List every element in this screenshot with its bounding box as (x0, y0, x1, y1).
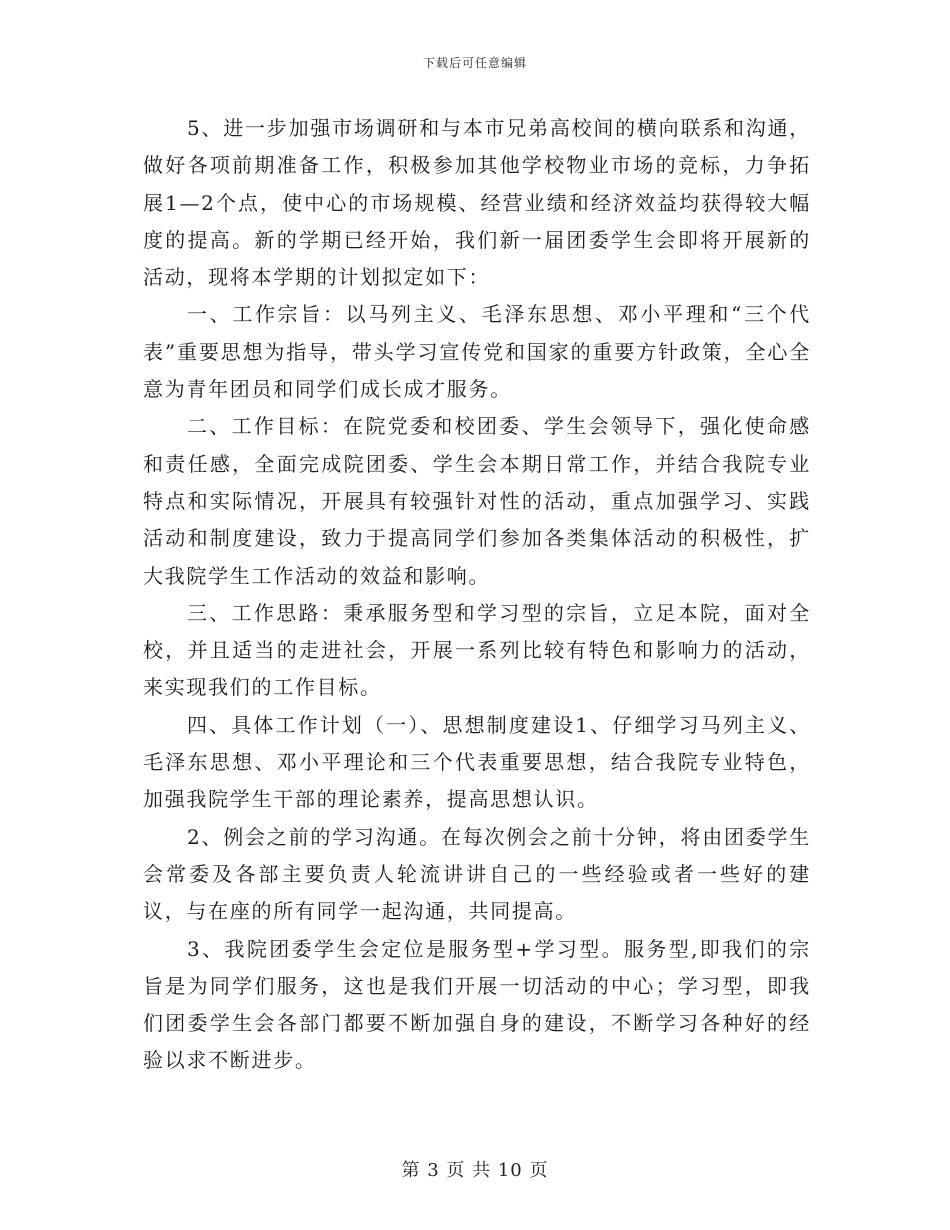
paragraph-work-purpose: 一、工作宗旨：以马列主义、毛泽东思想、邓小平理和“三个代表”重要思想为指导，带头学习宣传党和国家的重要方针政策，全心全意为青年团员和同学们成长成才服务。 (143, 302, 811, 402)
paragraph-work-approach: 三、工作思路：秉承服务型和学习型的宗旨，立足本院，面对全校，并且适当的走进社会，开展一系列比较有特色和影响力的活动，来实现我们的工作目标。 (143, 600, 811, 700)
document-body (143, 110, 811, 1080)
page-number: 第 3 页 共 10 页 (401, 1160, 549, 1181)
paragraph-work-goals: 二、工作目标：在院党委和校团委、学生会领导下，强化使命感和责任感，全面完成院团委、学生会本期日常工作，并结合我院专业特点和实际情况，开展具有较强针对性的活动，重点加强学习、实践活动和制度建设，致力于提高同学们参加各类集体活动的积极性，扩大我院学生工作活动的效益和影响。 (143, 414, 811, 588)
page-header: 下载后可任意编辑 (422, 56, 527, 70)
paragraph-positioning: 3、我院团委学生会定位是服务型+学习型。服务型,即我们的宗旨是为同学们服务，这也是我们开展一切活动的中心；学习型，即我们团委学生会各部门都要不断加强自身的建设，不断学习各种好的经验以求不断进步。 (143, 936, 811, 1073)
paragraph-market-research: 5、进一步加强市场调研和与本市兄弟高校间的横向联系和沟通，做好各项前期准备工作，积极参加其他学校物业市场的竞标，力争拓展1—2个点，使中心的市场规模、经营业绩和经济效益均获得较大幅度的提高。新的学期已经开始，我们新一届团委学生会即将开展新的活动，现将本学期的计划拟定如下： (143, 116, 811, 290)
paragraph-meeting-study: 2、例会之前的学习沟通。在每次例会之前十分钟，将由团委学生会常委及各部主要负责人轮流讲讲自己的一些经验或者一些好的建议，与在座的所有同学一起沟通，共同提高。 (143, 824, 811, 924)
paragraph-work-plan: 四、具体工作计划（一）、思想制度建设1、仔细学习马列主义、毛泽东思想、邓小平理论和三个代表重要思想，结合我院专业特色，加强我院学生干部的理论素养，提高思想认识。 (143, 712, 811, 812)
